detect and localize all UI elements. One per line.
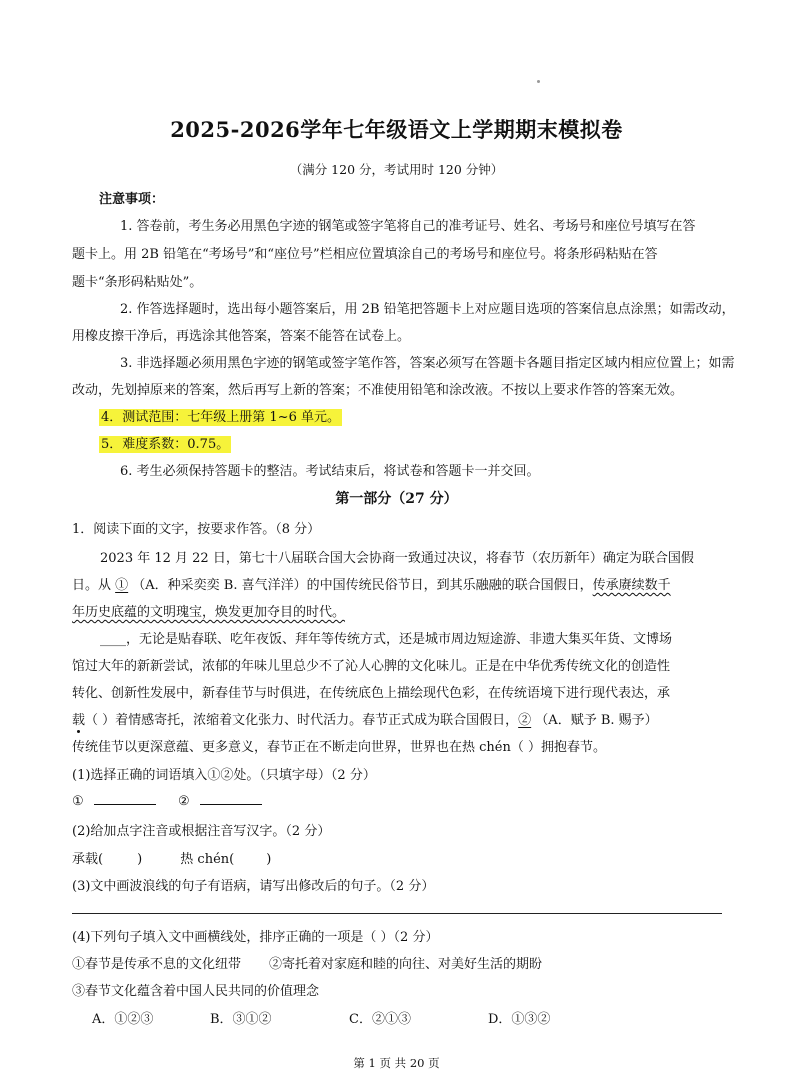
answer-line[interactable] bbox=[72, 913, 722, 914]
passage-text: （A．种采奕奕 B. 喜气洋洋）的中国传统民俗节日，到其乐融融的联合国假日， bbox=[128, 578, 593, 593]
notice-item-2-line-1: 2. 作答选择题时，选出每小题答案后，用 2B 铅笔把答题卡上对应题目选项的答案信息点涂黑；如需改动， bbox=[120, 302, 735, 317]
wavy-sentence: 传承赓续数千 bbox=[592, 578, 671, 593]
sub-question-4: (4)下列句子填入文中画横线处，排序正确的一项是（ ）（2 分） bbox=[72, 930, 439, 945]
dotted-character: 载 bbox=[72, 713, 86, 728]
choice-b[interactable]: B．③①② bbox=[210, 1012, 272, 1027]
answer-row-1 bbox=[72, 792, 262, 809]
passage-line: 2023 年 12 月 22 日，第七十八届联合国大会协商一致通过决议，将春节（农历新年）确定为联合国假 bbox=[100, 551, 694, 566]
circle-2: ② bbox=[177, 794, 190, 809]
passage-line bbox=[72, 709, 658, 728]
paren-close: ) bbox=[266, 852, 272, 867]
notice-item-6: 6. 考生必须保持答题卡的整洁。考试结束后，将试卷和答题卡一并交回。 bbox=[120, 464, 540, 479]
notice-item-1-line-3: 题卡“条形码粘贴处”。 bbox=[72, 275, 203, 290]
sentence-option: ③春节文化蕴含着中国人民共同的价值理念 bbox=[72, 984, 320, 999]
notice-item-3-line-1: 3. 非选择题必须用黑色字迹的钢笔或签字笔作答，答案必须写在答题卡各题目指定区域内相应位置上；如需 bbox=[120, 356, 735, 371]
choice-d[interactable]: D．①③② bbox=[488, 1012, 551, 1027]
sub-question-2: (2)给加点字注音或根据注音写汉字。（2 分） bbox=[72, 824, 331, 839]
paren-close: ) bbox=[137, 852, 143, 867]
passage-line: 转化、创新性发展中，新春佳节与时俱进，在传统底色上描绘现代色彩，在传统语境下进行现代表达，承 bbox=[72, 686, 671, 701]
passage-text: （A．赋予 B. 赐予） bbox=[531, 713, 658, 728]
passage-text: 日。从 bbox=[72, 578, 116, 593]
answer-blank[interactable] bbox=[94, 792, 156, 805]
notice-item-4 bbox=[99, 406, 342, 425]
sub-question-1: (1)选择正确的词语填入①②处。（只填字母）（2 分） bbox=[72, 768, 376, 783]
choice-c[interactable]: C．②①③ bbox=[349, 1012, 411, 1027]
choice-a[interactable]: A．①②③ bbox=[92, 1012, 154, 1027]
exam-subtitle: （满分 120 分，考试用时 120 分钟） bbox=[289, 162, 504, 177]
notice-item-1-line-2: 题卡上。用 2B 铅笔在“考场号”和“座位号”栏相应位置填涂自己的考场号和座位号。将条形码粘贴在答 bbox=[72, 247, 658, 262]
wavy-sentence: 年历史底蕴的文明瑰宝，焕发更加夺目的时代。 bbox=[72, 605, 346, 620]
sentence-option: ①春节是传承不息的文化纽带 bbox=[72, 957, 242, 972]
scan-mark bbox=[537, 80, 540, 83]
notice-item-3-line-2: 改动，先划掉原来的答案，然后再写上新的答案；不准使用铅笔和涂改液。不按以上要求作答的答案无效。 bbox=[72, 383, 684, 398]
highlighted-text: 5．难度系数：0.75。 bbox=[101, 437, 230, 452]
sentence-row bbox=[72, 953, 542, 972]
notice-item-1-line-1: 1. 答卷前，考生务必用黑色字迹的钢笔或签字笔将自己的准考证号、姓名、考场号和座位号填写在答 bbox=[120, 219, 696, 234]
section-heading: 第一部分（27 分） bbox=[335, 491, 458, 507]
passage-line bbox=[72, 601, 345, 620]
pinyin-prompt-a: 承载( bbox=[72, 852, 104, 867]
passage-text: （ ）着情感寄托，浓缩着文化张力、时代活力。春节正式成为联合国假日， bbox=[85, 713, 519, 728]
circle-1: ① bbox=[72, 794, 84, 809]
notice-item-2-line-2: 用橡皮擦干净后，再选涂其他答案，答案不能答在试卷上。 bbox=[72, 329, 411, 344]
notice-heading: 注意事项： bbox=[99, 192, 165, 207]
notice-item-5 bbox=[99, 433, 231, 452]
page-title: 2025-2026学年七年级语文上学期期末模拟卷 bbox=[170, 117, 623, 142]
blank-1: ① bbox=[115, 578, 129, 593]
page-footer: 第 1 页 共 20 页 bbox=[353, 1056, 440, 1070]
sentence-option: ②寄托着对家庭和睦的向往、对美好生活的期盼 bbox=[269, 957, 543, 972]
passage-line: 传统佳节以更深意蕴、更多意义，春节正在不断走向世界，世界也在热 chén（ ）拥抱春节。 bbox=[72, 740, 606, 755]
answer-row-2 bbox=[72, 848, 271, 867]
pinyin-prompt-b: 热 chén( bbox=[180, 852, 235, 867]
highlighted-text: 4．测试范围：七年级上册第 1~6 单元。 bbox=[101, 410, 340, 425]
blank-2: ② bbox=[518, 713, 532, 728]
passage-line: 馆过大年的新新尝试，浓郁的年味儿里总少不了沁人心脾的文化味儿。正是在中华优秀传统文化的创造性 bbox=[72, 659, 671, 674]
answer-blank[interactable] bbox=[200, 792, 262, 805]
passage-line: ____，无论是贴春联、吃年夜饭、拜年等传统方式，还是城市周边短途游、非遗大集买年货、文博场 bbox=[100, 632, 673, 647]
passage-line bbox=[72, 574, 671, 593]
question-1-stem: 1．阅读下面的文字，按要求作答。（8 分） bbox=[72, 522, 321, 537]
sub-question-3: (3)文中画波浪线的句子有语病，请写出修改后的句子。（2 分） bbox=[72, 879, 435, 894]
